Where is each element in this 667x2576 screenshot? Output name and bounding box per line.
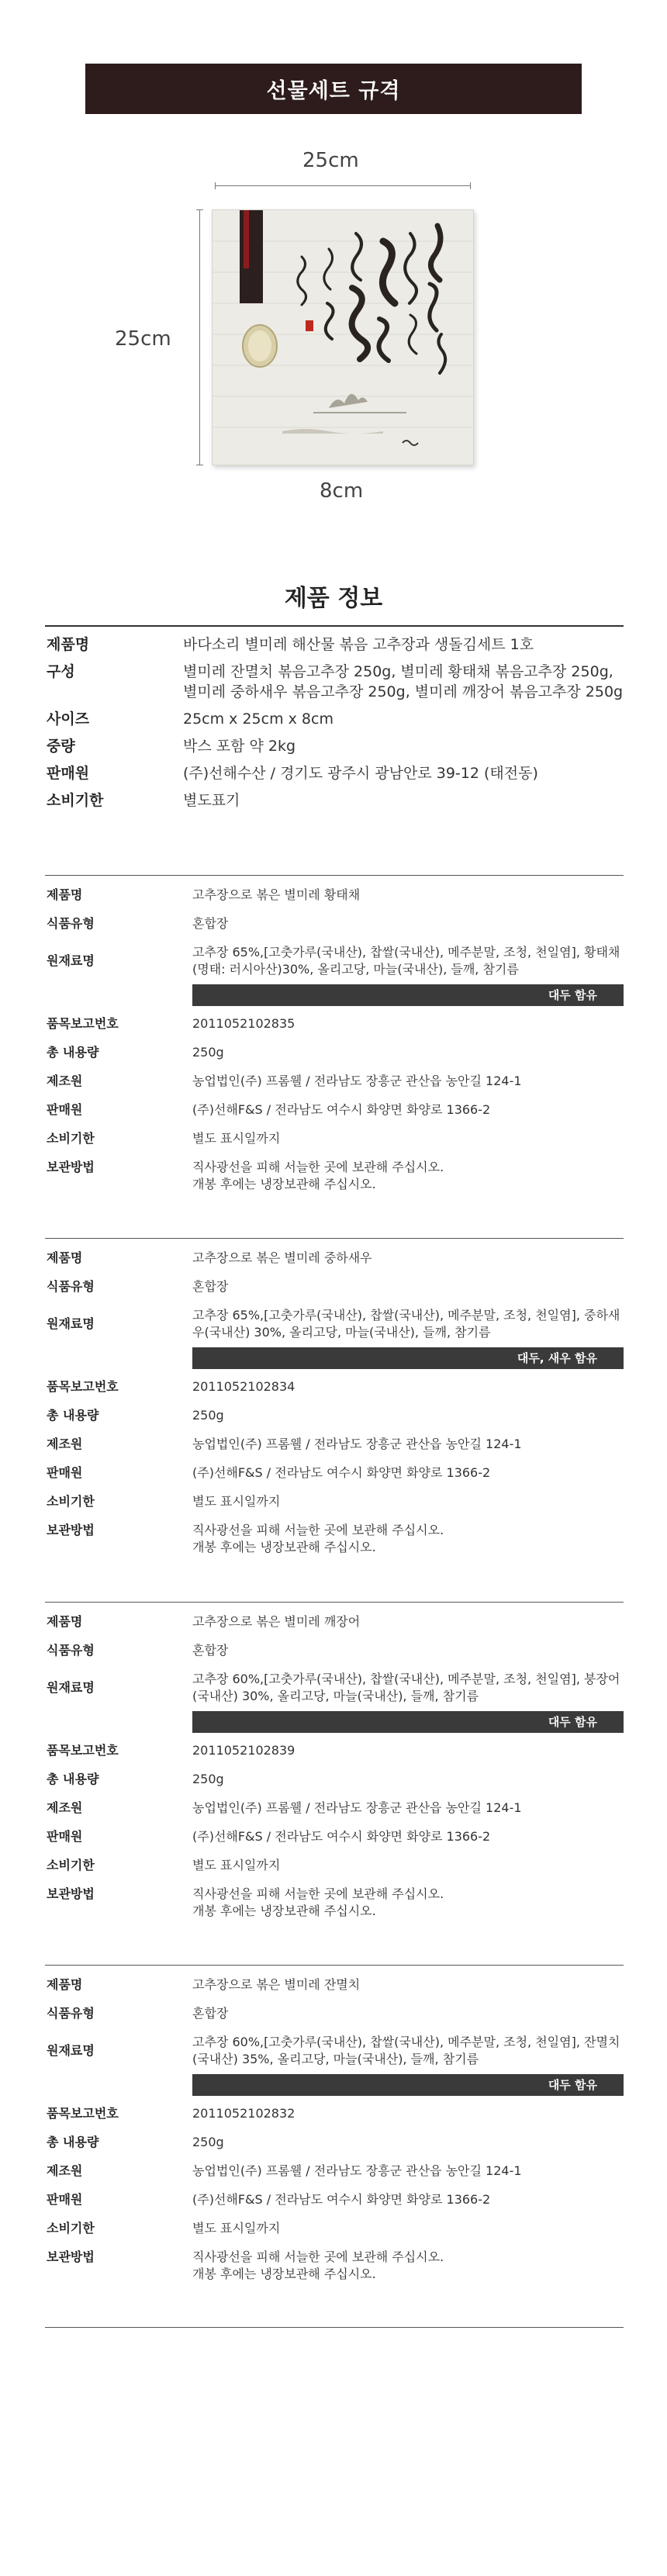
product-block-myeolchi: 제품명 고추장으로 볶은 별미레 잔멸치 식품유형 혼합장 원재료명 고추장 60%,[고춧가루(국내산), 찹쌀(국내산), 메주분말, 조청, 천일염], 잔멸치(국내산) 35%, 올리고당, 마늘(국내산), 들깨, 참기름 대두 함유 품목보고번호 2011052102832 총 내용량 250g 제조원 농업법인(주) 프롬웰 / 전라남도 장흥군 관산읍 농안길 124-1 판매원 (주)선해F&S / 전라남도 여수시 화양면 화양로 1366-2 소비기한 별도 표시일까지 보관방법 직사광선을 피해 서늘한 곳에 보관해 주십시오. 개봉 후에는 냉장보관해 주십시오.: [45, 1965, 624, 2294]
storage: 직사광선을 피해 서늘한 곳에 보관해 주십시오. 개봉 후에는 냉장보관해 주십시오.: [192, 1160, 444, 1191]
height-dimension-line: [199, 209, 200, 465]
storage: 직사광선을 피해 서늘한 곳에 보관해 주십시오. 개봉 후에는 냉장보관해 주십시오.: [192, 1523, 444, 1554]
set-info-table: [45, 634, 624, 818]
net-content: 250g: [192, 1045, 224, 1060]
section-banner: [85, 64, 582, 114]
product-name: 고추장으로 볶은 별미레 잔멸치: [192, 1977, 361, 1992]
set-row-expiry: 소비기한 별도표기: [47, 792, 240, 809]
ingredients: 고추장 60%,[고춧가루(국내산), 찹쌀(국내산), 메주분말, 조청, 천일염], 잔멸치(국내산) 35%, 올리고당, 마늘(국내산), 들깨, 참기름: [192, 2035, 620, 2066]
banner-title: 선물세트 규격: [266, 79, 401, 103]
box-seal: [306, 320, 313, 331]
report-number: 2011052102839: [192, 1743, 295, 1758]
gift-box-image: [212, 209, 474, 465]
width-label: 25cm: [302, 149, 359, 172]
ingredients: 고추장 65%,[고춧가루(국내산), 찹쌀(국내산), 메주분말, 조청, 천일염], 중하새우(국내산) 30%, 올리고당, 마늘(국내산), 들깨, 참기름: [192, 1308, 620, 1340]
set-row-composition: 구성 별미레 잔멸치 볶음고추장 250g, 별미레 황태채 볶음고추장 250g, 별미레 중하새우 볶음고추장 250g, 별미레 깨장어 볶음고추장 250g: [47, 663, 624, 700]
seller: (주)선해F&S / 전라남도 여수시 화양면 화양로 1366-2: [192, 2192, 491, 2207]
allergy-badge: 대두 함유: [192, 984, 624, 1006]
ingredients: 고추장 60%,[고춧가루(국내산), 찹쌀(국내산), 메주분말, 조청, 천일염], 붕장어(국내산) 30%, 올리고당, 마늘(국내산), 들깨, 참기름: [192, 1672, 620, 1703]
expiry: 별도 표시일까지: [192, 1858, 281, 1872]
manufacturer: 농업법인(주) 프롬웰 / 전라남도 장흥군 관산읍 농안길 124-1: [192, 2163, 522, 2178]
allergy-badge: 대두 함유: [192, 1711, 624, 1733]
expiry: 별도 표시일까지: [192, 2221, 281, 2235]
ingredients: 고추장 65%,[고춧가루(국내산), 찹쌀(국내산), 메주분말, 조청, 천일염], 황태채(명태: 러시아산)30%, 올리고당, 마늘(국내산), 들깨, 참기름: [192, 945, 620, 977]
seller: (주)선해F&S / 전라남도 여수시 화양면 화양로 1366-2: [192, 1465, 491, 1480]
storage: 직사광선을 피해 서늘한 곳에 보관해 주십시오. 개봉 후에는 냉장보관해 주십시오.: [192, 2249, 444, 2281]
report-number: 2011052102834: [192, 1379, 295, 1394]
set-row-weight: 중량 박스 포함 약 2kg: [47, 738, 296, 755]
set-row-name: 제품명 바다소리 별미레 해산물 볶음 고추장과 생돌김세트 1호: [47, 636, 534, 653]
allergy-badge: 대두 함유: [192, 2074, 624, 2096]
divider: [45, 2327, 624, 2328]
net-content: 250g: [192, 2135, 224, 2149]
product-name: 고추장으로 볶은 별미레 깨장어: [192, 1614, 361, 1629]
product-name: 고추장으로 볶은 별미레 황태채: [192, 887, 361, 902]
product-block-hwangtae: 제품명 고추장으로 볶은 별미레 황태채 식품유형 혼합장 원재료명 고추장 65%,[고춧가루(국내산), 찹쌀(국내산), 메주분말, 조청, 천일염], 황태채(명태: 러시아산)30%, 올리고당, 마늘(국내산), 들깨, 참기름 대두 함유 품목보고번호 2011052102835 총 내용량 250g 제조원 농업법인(주) 프롬웰 / 전라남도 장흥군 관산읍 농안길 124-1 판매원 (주)선해F&S / 전라남도 여수시 화양면 화양로 1366-2 소비기한 별도 표시일까지 보관방법 직사광선을 피해 서늘한 곳에 보관해 주십시오. 개봉 후에는 냉장보관해 주십시오.: [45, 875, 624, 1205]
divider: [45, 625, 624, 627]
food-type: 혼합장: [192, 2006, 229, 2021]
seller: (주)선해F&S / 전라남도 여수시 화양면 화양로 1366-2: [192, 1102, 491, 1117]
food-type: 혼합장: [192, 1643, 229, 1658]
manufacturer: 농업법인(주) 프롬웰 / 전라남도 장흥군 관산읍 농안길 124-1: [192, 1074, 522, 1088]
height-label: 25cm: [115, 327, 171, 351]
net-content: 250g: [192, 1408, 224, 1423]
food-type: 혼합장: [192, 1279, 229, 1294]
width-dimension-line: [215, 185, 471, 186]
report-number: 2011052102835: [192, 1016, 295, 1031]
product-block-saeu: 제품명 고추장으로 볶은 별미레 중하새우 식품유형 혼합장 원재료명 고추장 65%,[고춧가루(국내산), 찹쌀(국내산), 메주분말, 조청, 천일염], 중하새우(국내산) 30%, 올리고당, 마늘(국내산), 들깨, 참기름 대두, 새우 함유 품목보고번호 2011052102834 총 내용량 250g 제조원 농업법인(주) 프롬웰 / 전라남도 장흥군 관산읍 농안길 124-1 판매원 (주)선해F&S / 전라남도 여수시 화양면 화양로 1366-2 소비기한 별도 표시일까지 보관방법 직사광선을 피해 서늘한 곳에 보관해 주십시오. 개봉 후에는 냉장보관해 주십시오.: [45, 1238, 624, 1568]
storage: 직사광선을 피해 서늘한 곳에 보관해 주십시오. 개봉 후에는 냉장보관해 주십시오.: [192, 1886, 444, 1918]
seller: (주)선해F&S / 전라남도 여수시 화양면 화양로 1366-2: [192, 1829, 491, 1844]
expiry: 별도 표시일까지: [192, 1131, 281, 1146]
box-dark-band: [240, 210, 263, 303]
net-content: 250g: [192, 1772, 224, 1786]
set-row-seller: 판매원 (주)선해수산 / 경기도 광주시 광남안로 39-12 (태전동): [47, 765, 538, 782]
food-type: 혼합장: [192, 916, 229, 931]
set-row-size: 사이즈 25cm x 25cm x 8cm: [47, 711, 334, 728]
product-name: 고추장으로 볶은 별미레 중하새우: [192, 1250, 372, 1265]
product-block-jangeo: 제품명 고추장으로 볶은 별미레 깨장어 식품유형 혼합장 원재료명 고추장 60%,[고춧가루(국내산), 찹쌀(국내산), 메주분말, 조청, 천일염], 붕장어(국내산) 30%, 올리고당, 마늘(국내산), 들깨, 참기름 대두 함유 품목보고번호 2011052102839 총 내용량 250g 제조원 농업법인(주) 프롬웰 / 전라남도 장흥군 관산읍 농안길 124-1 판매원 (주)선해F&S / 전라남도 여수시 화양면 화양로 1366-2 소비기한 별도 표시일까지 보관방법 직사광선을 피해 서늘한 곳에 보관해 주십시오. 개봉 후에는 냉장보관해 주십시오.: [45, 1602, 624, 1931]
report-number: 2011052102832: [192, 2106, 295, 2121]
allergy-badge: 대두, 새우 함유: [192, 1347, 624, 1369]
expiry: 별도 표시일까지: [192, 1494, 281, 1509]
manufacturer: 농업법인(주) 프롬웰 / 전라남도 장흥군 관산읍 농안길 124-1: [192, 1437, 522, 1451]
depth-label: 8cm: [320, 479, 364, 503]
product-info-title: 제품 정보: [284, 585, 383, 612]
manufacturer: 농업법인(주) 프롬웰 / 전라남도 장흥군 관산읍 농안길 124-1: [192, 1800, 522, 1815]
